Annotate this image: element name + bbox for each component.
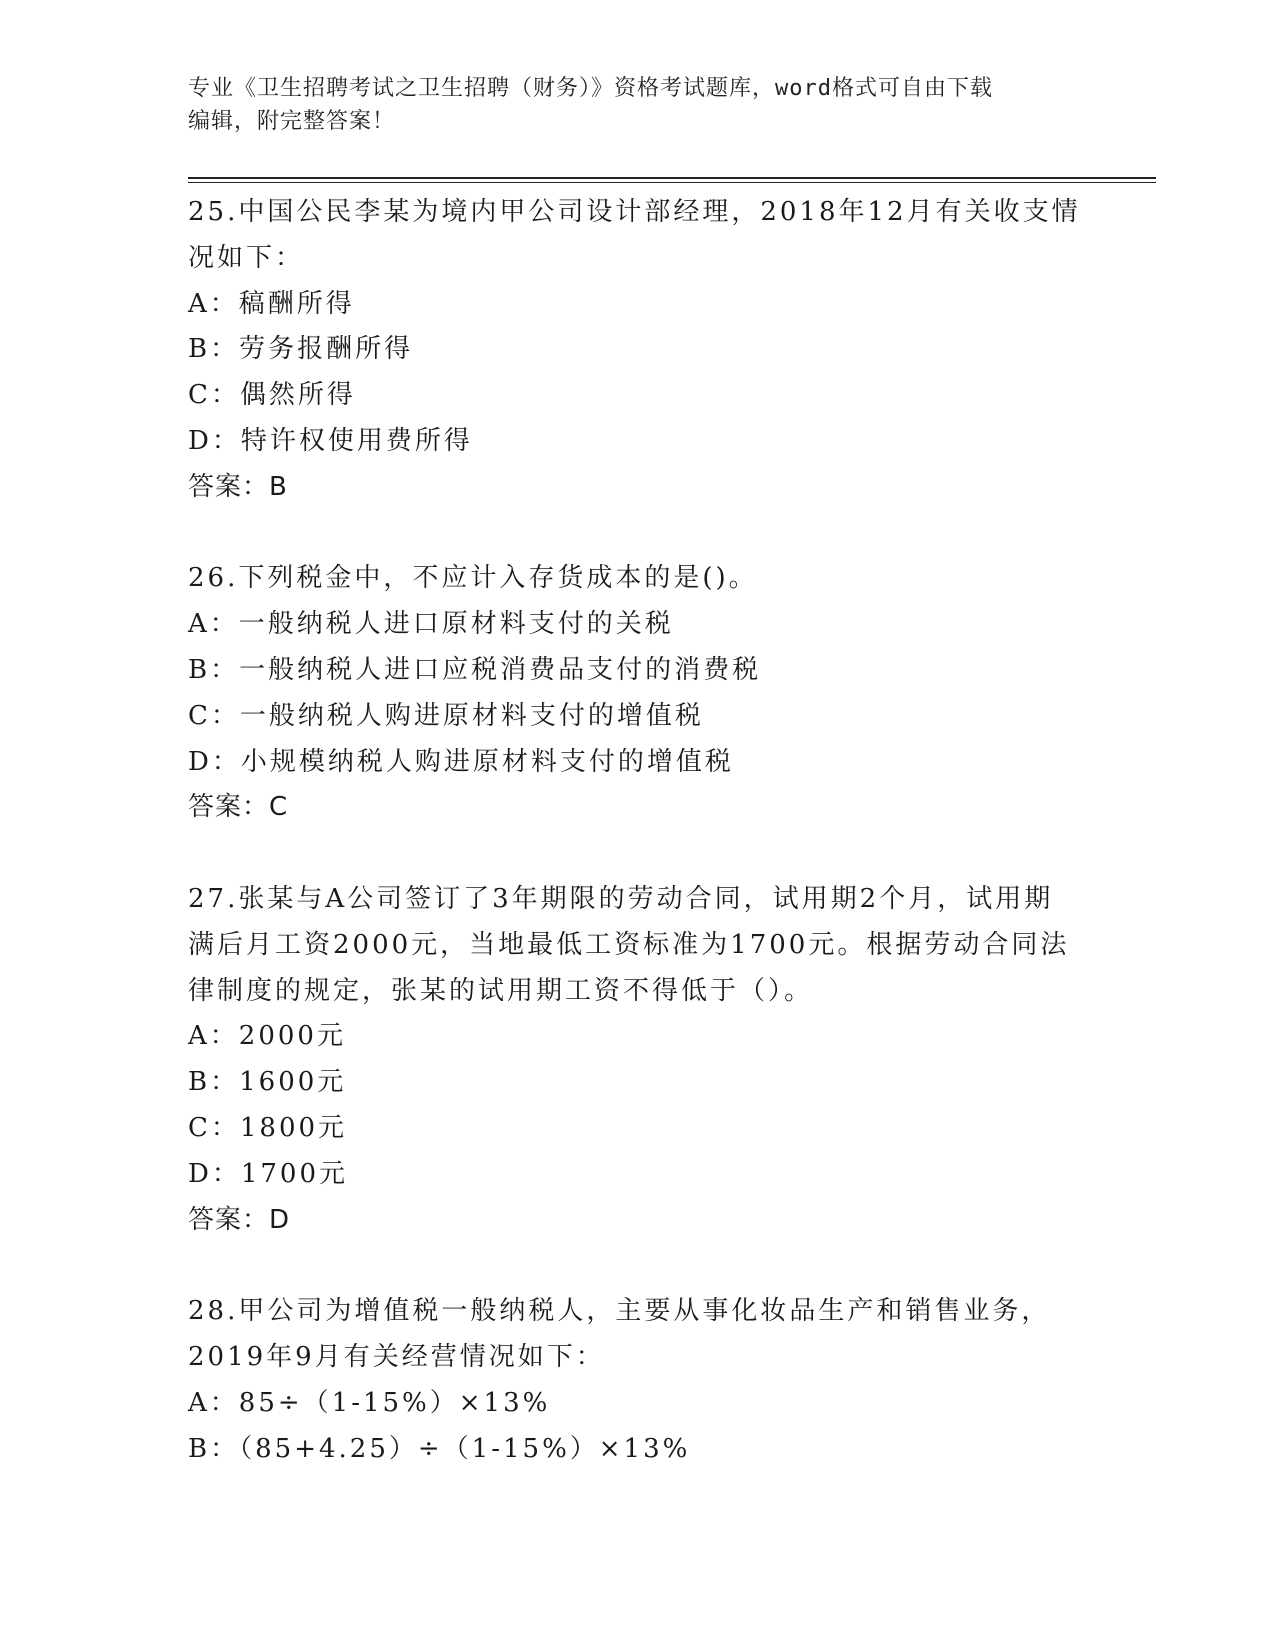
- answer-line: 答案：C: [188, 792, 289, 823]
- question-stem-line: 25.中国公民李某为境内甲公司设计部经理，2018年12月有关收支情: [188, 197, 1081, 227]
- question-stem-line: 26.下列税金中，不应计入存货成本的是()。: [188, 563, 758, 594]
- header-line-1: 专业《卫生招聘考试之卫生招聘（财务）》资格考试题库，word格式可自由下载: [188, 76, 993, 101]
- question-stem-line: 律制度的规定，张某的试用期工资不得低于（）。: [188, 975, 814, 1006]
- option-b: B：（85+4.25）÷（1-15%）×13%: [188, 1433, 691, 1464]
- question-stem-line: 28.甲公司为增值税一般纳税人，主要从事化妆品生产和销售业务，: [188, 1296, 1051, 1327]
- question-stem-line: 满后月工资2000元，当地最低工资标准为1700元。根据劳动合同法: [188, 929, 1070, 960]
- option-b: B：劳务报酬所得: [188, 334, 414, 365]
- question-26: [188, 556, 1088, 831]
- question-stem-line: 2019年9月有关经营情况如下：: [188, 1341, 605, 1372]
- option-d: D：1700元: [188, 1158, 349, 1189]
- spacer: [188, 511, 1088, 557]
- document-header: [188, 72, 1088, 138]
- question-list: [188, 190, 1088, 1472]
- answer-line: 答案：D: [188, 1204, 291, 1235]
- question-stem-line: 况如下：: [188, 242, 305, 273]
- option-c: C：偶然所得: [188, 380, 356, 411]
- option-d: D：特许权使用费所得: [188, 425, 473, 456]
- option-a: A：稿酬所得: [188, 288, 355, 319]
- option-c: C：1800元: [188, 1112, 348, 1143]
- option-d: D：小规模纳税人购进原材料支付的增值税: [188, 746, 734, 777]
- question-27: [188, 877, 1088, 1243]
- option-c: C：一般纳税人购进原材料支付的增值税: [188, 700, 704, 731]
- answer-line: 答案：B: [188, 471, 288, 502]
- question-28: [188, 1289, 1088, 1472]
- spacer: [188, 831, 1088, 877]
- header-divider-thick: [188, 177, 1156, 179]
- option-b: B：1600元: [188, 1067, 347, 1098]
- option-b: B：一般纳税人进口应税消费品支付的消费税: [188, 654, 762, 685]
- option-a: A：85÷（1-15%）×13%: [188, 1387, 551, 1418]
- spacer: [188, 1243, 1088, 1289]
- header-divider-thin: [188, 182, 1156, 183]
- option-a: A：一般纳税人进口原材料支付的关税: [188, 609, 674, 640]
- question-stem-line: 27.张某与A公司签订了3年期限的劳动合同，试用期2个月，试用期: [188, 883, 1054, 914]
- option-a: A：2000元: [188, 1021, 346, 1052]
- question-25: [188, 190, 1088, 511]
- header-line-2: 编辑，附完整答案！: [188, 109, 396, 134]
